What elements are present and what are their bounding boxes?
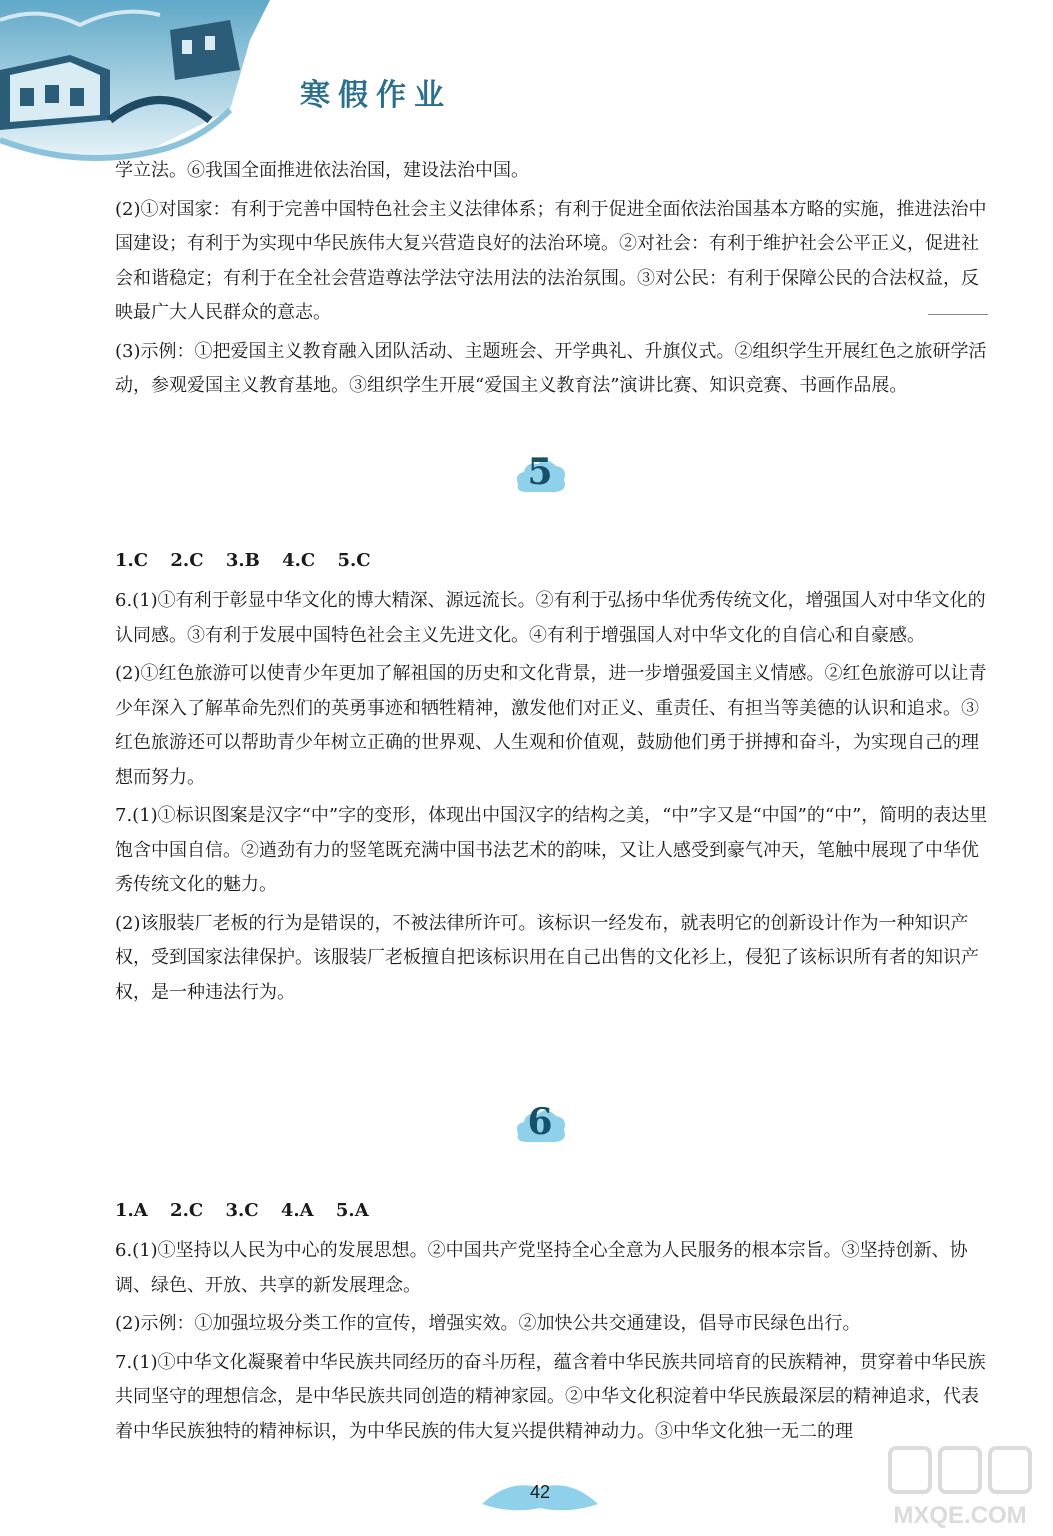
paragraph: 7.(1)①中华文化凝聚着中华民族共同经历的奋斗历程，蕴含着中华民族共同培育的民族精神，贯穿着中华民族共同坚守的理想信念，是中华民族共同创造的精神家园。②中华文化积淀着中华民族最深层的精神追求，代表着中华民族独特的精神标识，为中华民族的伟大复兴提供精神动力。③中华文化独一无二的理 xyxy=(115,1351,986,1442)
section-number: 5 xyxy=(527,451,553,493)
paragraph: 6.(1)①有利于彰显中华文化的博大精深、源远流长。②有利于弘扬中华优秀传统文化，增强国人对中华文化的认同感。③有利于发展中国特色社会主义先进文化。④有利于增强国人对中华文化的自信心和自豪感。 xyxy=(115,590,986,646)
paragraph: 学立法。⑥我国全面推进依法治国，建设法治中国。 xyxy=(115,160,529,181)
choice-answers xyxy=(115,550,387,571)
page-number: 42 xyxy=(529,1482,551,1502)
divider xyxy=(928,314,988,315)
header-title: 寒假作业 xyxy=(300,78,452,113)
answer: 3.B xyxy=(225,550,260,571)
watermark-text: MXQE.COM xyxy=(893,1502,1027,1529)
answer: 2.C xyxy=(170,550,204,571)
answer: 5.C xyxy=(337,550,371,571)
answer: 1.A xyxy=(115,1200,148,1221)
header-illustration xyxy=(0,0,300,175)
answer: 2.C xyxy=(170,1200,204,1221)
paragraph: (2)①红色旅游可以使青少年更加了解祖国的历史和文化背景，进一步增强爱国主义情感。②红色旅游可以让青少年深入了解革命先烈们的英勇事迹和牺牲精神，激发他们对正义、重责任、有担当等美德的认识和追求。③红色旅游还可以帮助青少年树立正确的世界观、人生观和价值观，鼓励他们勇于拼搏和奋斗，为实现自己的理想而努力。 xyxy=(115,663,987,788)
section-badge-5 xyxy=(510,450,570,502)
section-6-body xyxy=(115,1234,995,1449)
watermark-logo-icon xyxy=(870,1440,1050,1500)
paragraph: 6.(1)①坚持以人民为中心的发展思想。②中国共产党坚持全心全意为人民服务的根本宗旨。③坚持创新、协调、绿色、开放、共享的新发展理念。 xyxy=(115,1240,968,1296)
paragraph: (2)①对国家：有利于完善中国特色社会主义法律体系；有利于促进全面依法治国基本方略的实施，推进法治中国建设；有利于为实现中华民族伟大复兴营造良好的法治环境。②对社会：有利于维护社会公平正义，促进社会和谐稳定；有利于在全社会营造尊法学法守法用法的法治氛围。③对公民：有利于保障公民的合法权益，反映最广大人民群众的意志。 xyxy=(115,198,987,324)
section-number: 6 xyxy=(527,1101,553,1143)
answer: 4.C xyxy=(282,550,316,571)
answer: 5.A xyxy=(335,1200,369,1221)
answer: 4.A xyxy=(280,1200,314,1221)
choice-answers xyxy=(115,1200,385,1221)
answer: 1.C xyxy=(115,550,149,571)
section-5-body xyxy=(115,584,995,1011)
watermark xyxy=(870,1440,1050,1536)
paragraph: (2)示例：①加强垃圾分类工作的宣传，增强实效。②加快公共交通建设，倡导市民绿色出行。 xyxy=(115,1313,861,1335)
paragraph: (2)该服装厂老板的行为是错误的，不被法律所许可。该标识一经发布，就表明它的创新设计作为一种知识产权，受到国家法律保护。该服装厂老板擅自把该标识用在自己出售的文化衫上，侵犯了该标识所有者的知识产权，是一种违法行为。 xyxy=(115,912,979,1004)
paragraph: 7.(1)①标识图案是汉字“中”字的变形，体现出中国汉字的结构之美，“中”字又是“中国”的“中”，简明的表达里饱含中国自信。②遒劲有力的竖笔既充满中国书法艺术的韵味，又让人感受到豪气冲天，笔触中展现了中华优秀传统文化的魅力。 xyxy=(115,805,988,896)
answer: 3.C xyxy=(225,1200,259,1221)
paragraph: (3)示例：①把爱国主义教育融入团队活动、主题班会、开学典礼、升旗仪式。②组织学生开展红色之旅研学活动，参观爱国主义教育基地。③组织学生开展“爱国主义教育法”演讲比赛、知识竞赛、书画作品展。 xyxy=(115,340,987,397)
section-badge-6 xyxy=(510,1100,570,1152)
top-section xyxy=(115,154,995,404)
page-number-badge xyxy=(480,1478,600,1518)
